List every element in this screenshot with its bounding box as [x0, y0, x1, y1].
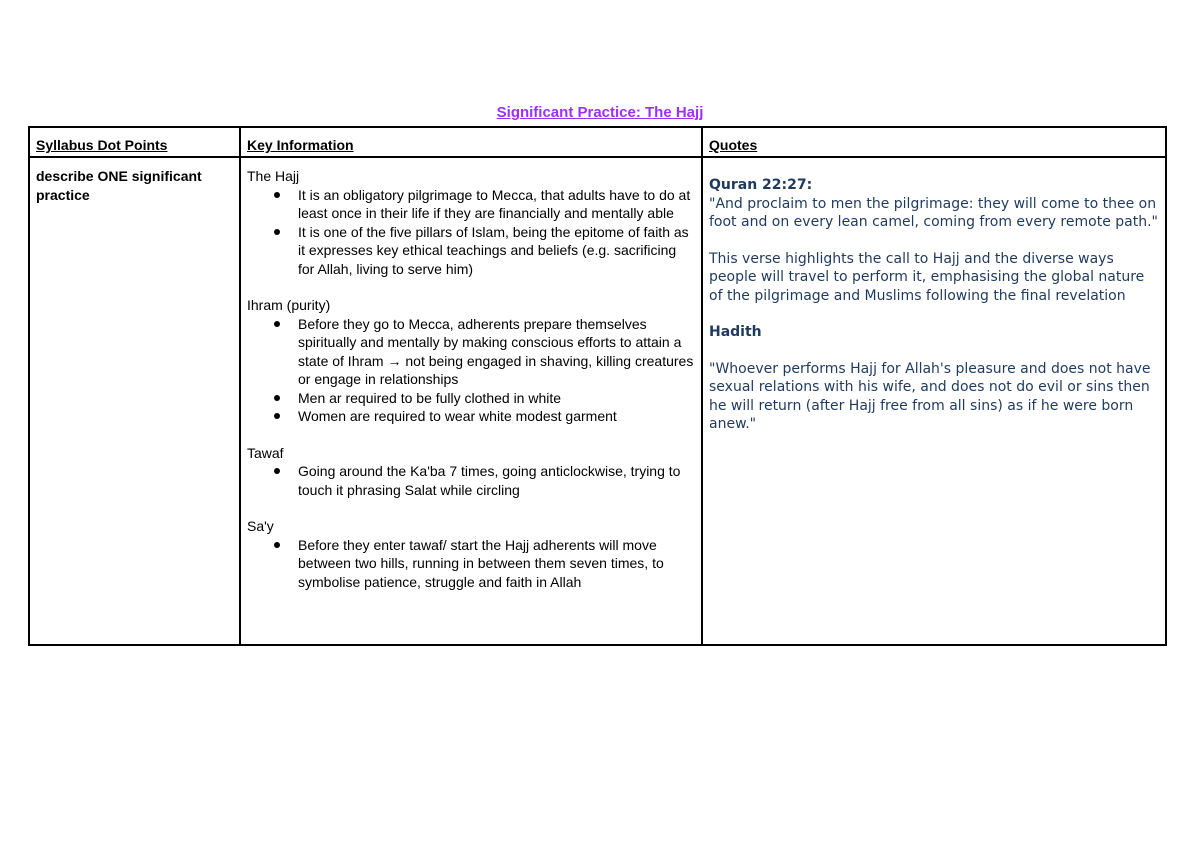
bullet-list — [247, 536, 695, 592]
list-item: Men ar required to be fully clothed in white — [298, 389, 695, 408]
spacer — [709, 342, 1159, 360]
header-quotes: Quotes — [702, 127, 1166, 157]
section-heading: Sa'y — [247, 518, 274, 534]
syllabus-cell — [29, 157, 240, 645]
bullet-list — [247, 462, 695, 499]
list-item: Before they go to Mecca, adherents prepare themselves spiritually and mentally by making conscious efforts to attain a state of Ihram → not being engaged in shaving, killing creatures or engage in relationships — [298, 315, 694, 387]
quran-explanation: This verse highlights the call to Hajj and the diverse ways people will travel to perform it, emphasising the global nature of the pilgrimage and Muslims following the final revelation — [709, 250, 1145, 304]
table-header-row — [29, 127, 1166, 157]
section-heading: Ihram (purity) — [247, 297, 331, 313]
header-syllabus-dot-points: Syllabus Dot Points — [29, 127, 240, 157]
content-table — [28, 126, 1167, 646]
bullet-list — [247, 186, 695, 279]
section-tawaf — [247, 444, 695, 500]
section-ihram — [247, 296, 695, 426]
table-row — [29, 157, 1166, 645]
header-key-information: Key Information — [240, 127, 702, 157]
bullet-list — [247, 315, 695, 426]
list-item: Women are required to wear white modest garment — [298, 407, 695, 426]
section-heading: Tawaf — [247, 444, 284, 461]
section-say — [247, 517, 695, 591]
hadith-label: Hadith — [709, 324, 762, 340]
quotes-cell — [702, 157, 1166, 645]
page-title: Significant Practice: The Hajj — [496, 104, 704, 121]
list-item: Before they enter tawaf/ start the Hajj adherents will move between two hills, running in between them seven times, to symbolise patience, struggle and faith in Allah — [298, 536, 695, 592]
section-heading: The Hajj — [247, 168, 300, 184]
key-information-cell — [240, 157, 702, 645]
syllabus-dot-point: describe ONE significant practice — [36, 168, 202, 203]
section-the-hajj — [247, 167, 695, 278]
list-item: It is an obligatory pilgrimage to Mecca, that adults have to do at least once in their life if they are financially and mentally able — [298, 186, 695, 223]
list-item: Going around the Ka'ba 7 times, going anticlockwise, trying to touch it phrasing Salat while circling — [298, 462, 695, 499]
quran-quote: "And proclaim to men the pilgrimage: they will come to thee on foot and on every lean camel, coming from every remote path." — [709, 195, 1158, 230]
spacer — [709, 232, 1159, 250]
list-item: It is one of the five pillars of Islam, being the epitome of faith as it expresses key ethical teachings and beliefs (e.g. sacrificing for Allah, living to serve him) — [298, 223, 695, 279]
quran-reference: Quran 22:27: — [709, 177, 813, 193]
hadith-quote: "Whoever performs Hajj for Allah's pleasure and does not have sexual relations with his wife, and does not do evil or sins then he will return (after Hajj free from all sins) as if he were born anew." — [709, 360, 1151, 432]
